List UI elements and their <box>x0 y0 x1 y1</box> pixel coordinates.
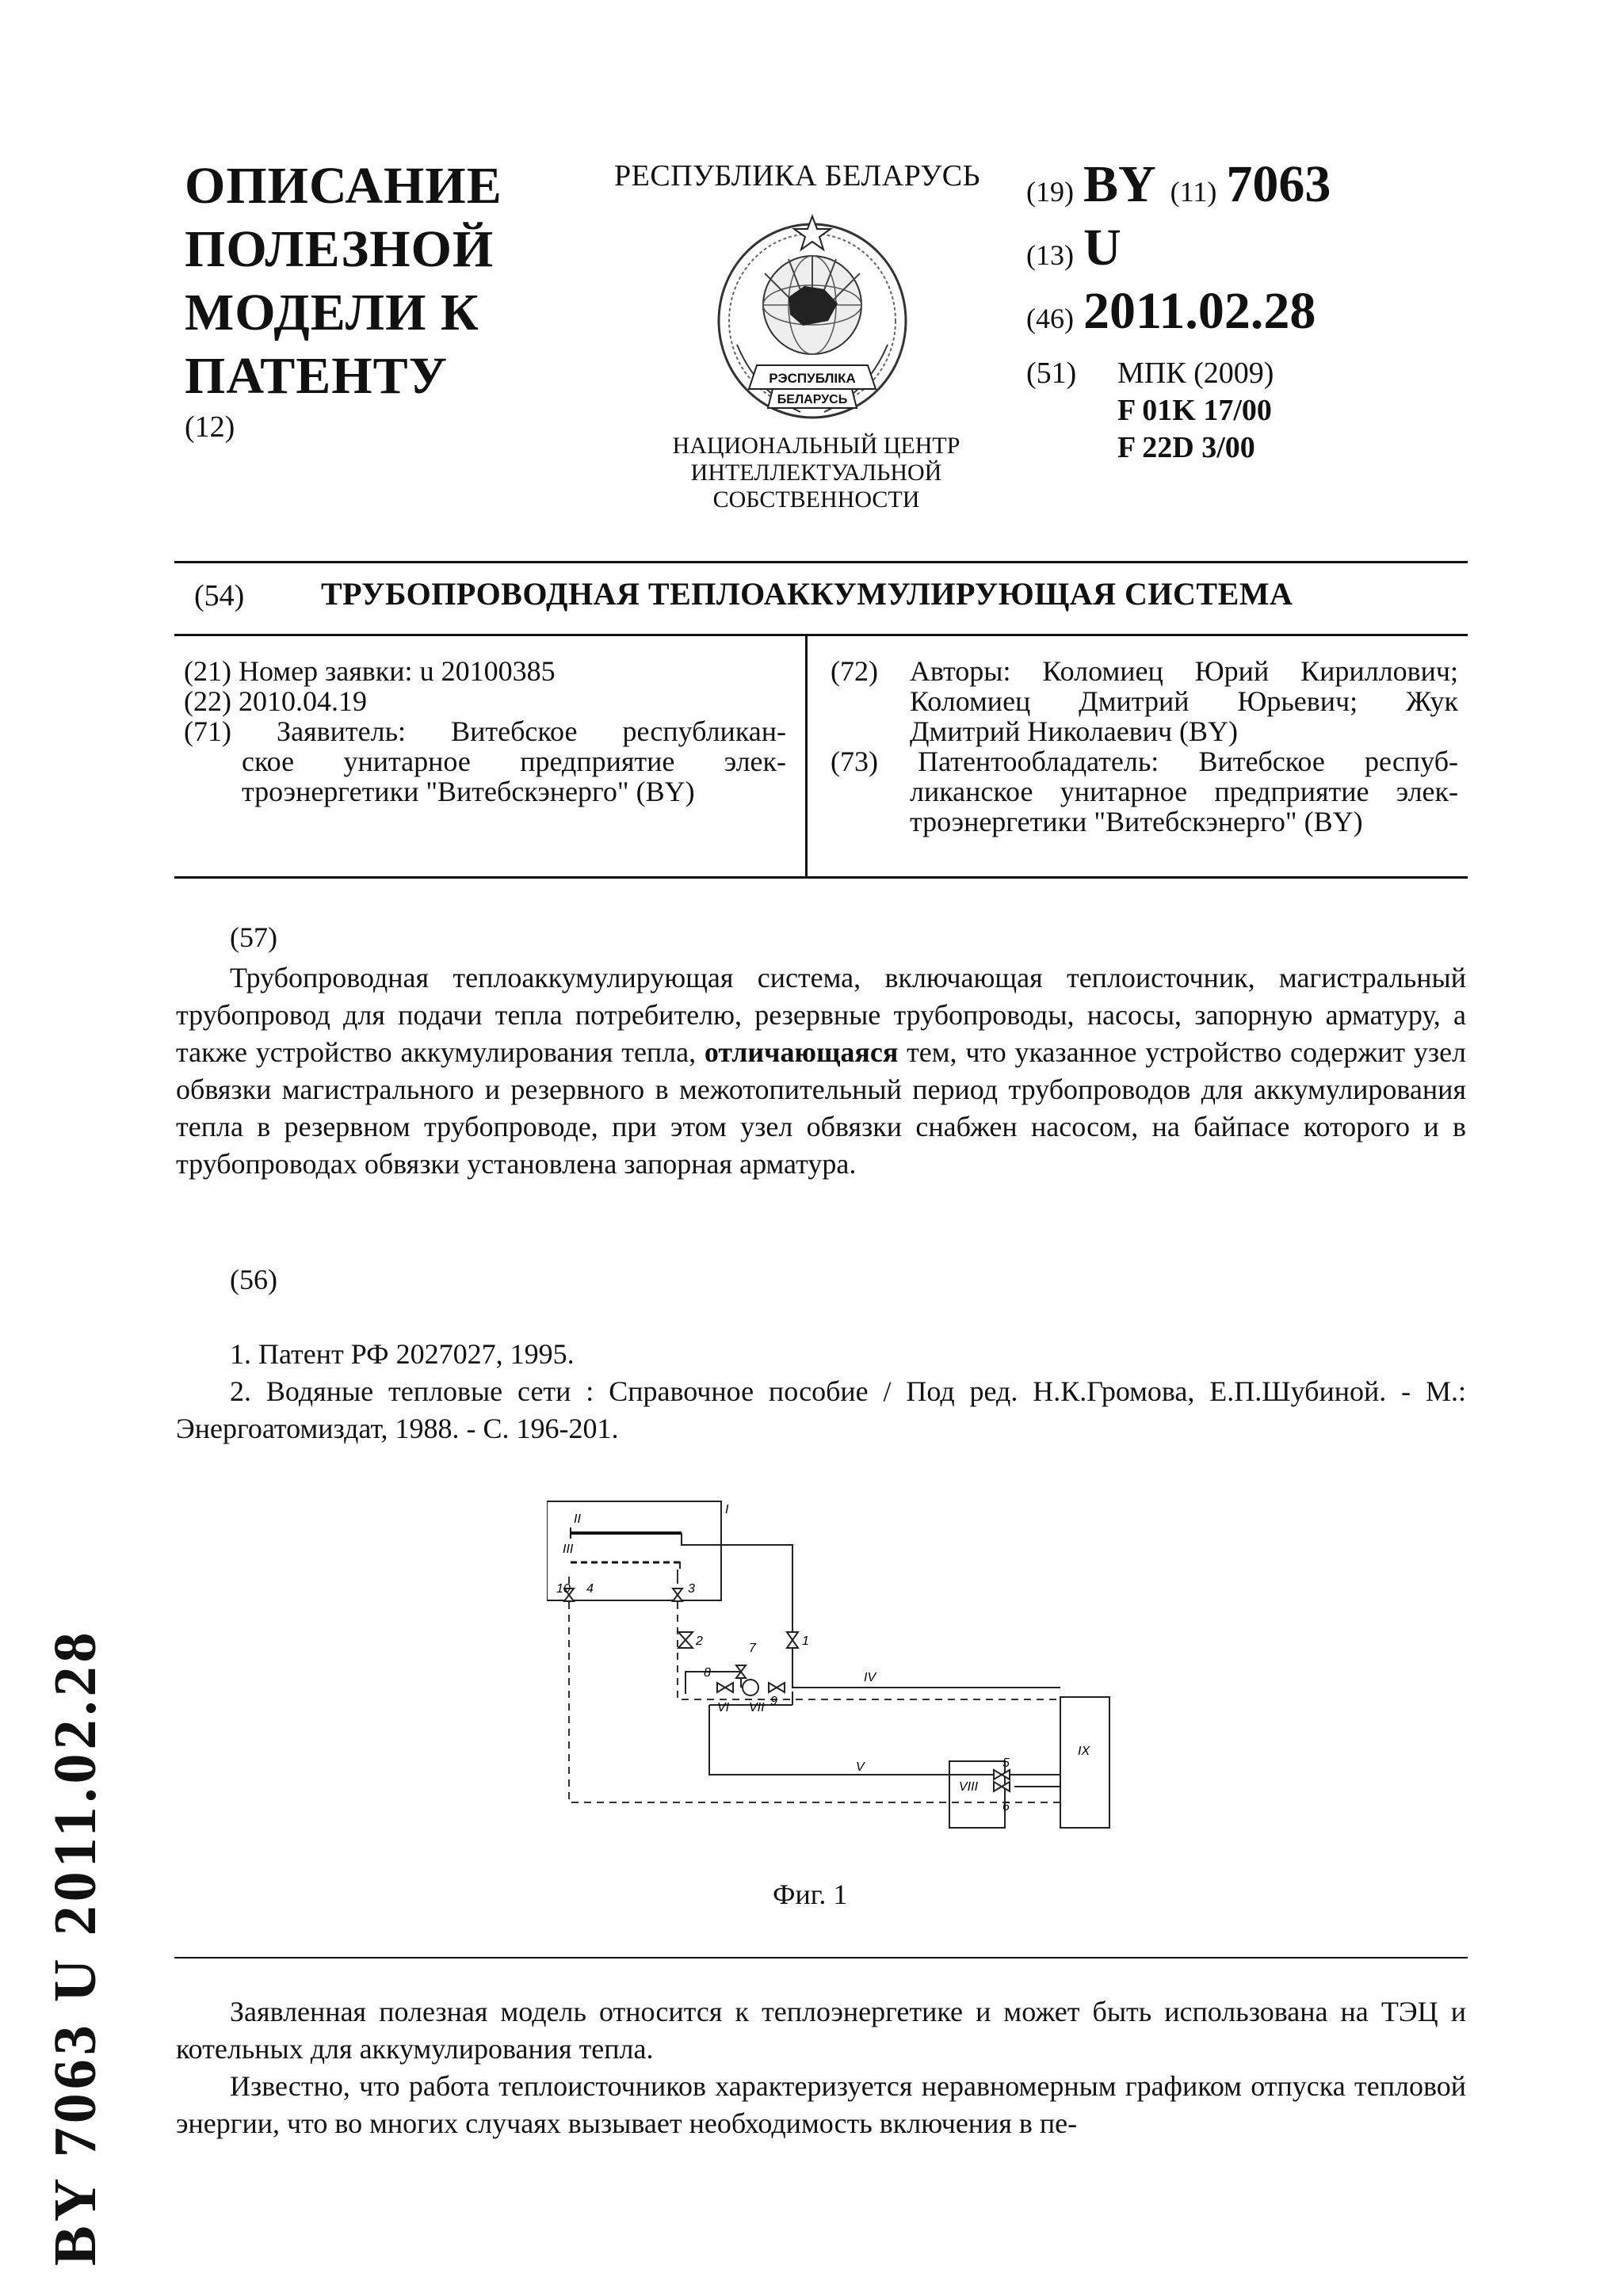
figure-label: 10 <box>556 1582 571 1596</box>
figure-label: 1 <box>802 1634 809 1648</box>
figure-label: 9 <box>770 1695 777 1708</box>
side-document-id: BY 7063 U 2011.02.28 <box>42 1628 109 2266</box>
classification-code: F 22D 3/00 <box>1117 431 1255 464</box>
figure-1 <box>547 1489 1117 1838</box>
code-row-kind <box>1026 218 1331 281</box>
patentee-line: (73) Патентообладатель: Витебское респуб- <box>831 746 1458 777</box>
figure-caption: Фиг. 1 <box>773 1878 848 1910</box>
figure-label: IX <box>1078 1745 1090 1758</box>
figure-label: VI <box>717 1701 730 1714</box>
abstract-text <box>176 959 1466 1183</box>
inid-code: (54) <box>194 579 245 612</box>
inid-code: (11) <box>1170 176 1217 208</box>
application-number: (21) Номер заявки: u 20100385 <box>184 655 556 687</box>
national-center-line: СОБСТВЕННОСТИ <box>712 486 920 513</box>
document-title-block <box>185 154 557 444</box>
filing-date: (22) 2010.04.19 <box>184 685 367 717</box>
figure-label: 3 <box>688 1582 695 1596</box>
classification-code: F 01K 17/00 <box>1117 394 1272 427</box>
patent-number: 7063 <box>1226 155 1331 213</box>
figure-label: I <box>725 1503 729 1516</box>
figure-label: 5 <box>1002 1756 1010 1770</box>
state-emblem-icon <box>709 210 915 424</box>
figure-label: 7 <box>749 1642 756 1655</box>
inid-code: (46) <box>1026 303 1074 334</box>
description-paragraph: Известно, что работа теплоисточников характеризуется неравномерным графиком отпуска тепловой энергии, что во многих случаях вызывает необходимость включения в пе- <box>176 2070 1466 2139</box>
classification-label: МПК (2009) <box>1117 357 1274 390</box>
kind-code: U <box>1083 219 1121 277</box>
patentee-line: ликанское унитарное предприятие элек- <box>910 776 1458 807</box>
divider <box>174 561 1468 563</box>
patentee-line: троэнергетики "Витебскэнерго" (BY) <box>910 806 1363 837</box>
document-kind-code: (12) <box>185 410 235 444</box>
inid-code: (51) <box>1026 357 1077 390</box>
figure-label: V <box>856 1760 865 1774</box>
national-center-label <box>642 433 991 513</box>
reference-item: 1. Патент РФ 2027027, 1995. <box>230 1338 575 1370</box>
inid-code: (56) <box>230 1264 277 1295</box>
figure-label: 8 <box>704 1666 711 1680</box>
abstract-part: Трубопроводная теплоаккумулирующая система, включающая теплоисточник, магистральный трубопровод для подачи тепла потребителю, резервные трубопроводы, насосы, запорную арматуру, а также устройство аккумулирования тепла, <box>176 962 1466 1068</box>
country-name: РЕСПУБЛИКА БЕЛАРУСЬ <box>614 159 980 193</box>
figure-label: VII <box>749 1701 765 1714</box>
abstract-part: тем, что указанное устройство содержит узел обвязки магистрального и резервного в межотопительный период трубопроводов для аккумулирования тепла в резервном трубопроводе, при этом узел обвязки снабжен насосом, на байпасе которого и в трубопроводах обвязки установлена запорная арматура. <box>176 1036 1467 1180</box>
divider <box>174 1957 1468 1958</box>
emblem-ribbon-text: БЕЛАРУСЬ <box>777 393 848 406</box>
inid-code: (13) <box>1026 239 1074 271</box>
document-title-line: МОДЕЛИ К <box>185 284 479 341</box>
document-title-line: ПОЛЕЗНОЙ <box>185 220 495 278</box>
authors-line: (72) Авторы: Коломиец Юрий Кириллович; <box>831 655 1458 687</box>
country-code: BY <box>1083 155 1156 213</box>
figure-label: VIII <box>959 1780 979 1794</box>
invention-title: ТРУБОПРОВОДНАЯ ТЕПЛОАККУМУЛИРУЮЩАЯ СИСТЕМА <box>321 576 1293 612</box>
biblio-right <box>831 656 1458 837</box>
biblio-left <box>184 656 786 807</box>
figure-label: II <box>574 1512 581 1526</box>
applicant-line: (71) Заявитель: Витебское республикан- <box>184 715 786 747</box>
document-title-line: ОПИСАНИЕ <box>185 157 502 215</box>
emblem-ribbon-text: РЭСПУБЛІКА <box>769 371 856 386</box>
description-paragraph: Заявленная полезная модель относится к теплоэнергетике и может быть использована на ТЭЦ и котельных для аккумулирования тепла. <box>176 1996 1466 2065</box>
divider <box>174 876 1468 879</box>
abstract-key-term: отличающаяся <box>704 1036 899 1068</box>
authors-line: Коломиец Дмитрий Юрьевич; Жук <box>910 685 1458 717</box>
description-text <box>176 1993 1466 2142</box>
code-row-date <box>1026 281 1331 345</box>
figure-label: 2 <box>696 1634 703 1648</box>
code-row-number <box>1026 154 1331 218</box>
figure-label: 4 <box>586 1582 594 1596</box>
figure-label: 6 <box>1002 1800 1010 1814</box>
bibliographic-codes <box>1026 154 1331 345</box>
document-title-line: ПАТЕНТУ <box>185 347 449 405</box>
classification-values <box>1117 355 1274 467</box>
divider <box>174 634 1468 636</box>
national-center-line: НАЦИОНАЛЬНЫЙ ЦЕНТР <box>672 433 960 459</box>
reference-item: 2. Водяные тепловые сети : Справочное пособие / Под ред. Н.К.Громова, Е.П.Шубиной. - М.: Энергоатомиздат, 1988. - С. 196-201. <box>176 1375 1466 1444</box>
applicant-line: ское унитарное предприятие элек- <box>242 746 786 777</box>
figure-label: III <box>563 1543 574 1556</box>
inid-code: (19) <box>1026 176 1074 208</box>
national-center-line: ИНТЕЛЛЕКТУАЛЬНОЙ <box>690 460 942 486</box>
state-emblem <box>709 210 915 424</box>
applicant-line: троэнергетики "Витебскэнерго" (BY) <box>242 776 695 807</box>
inid-code: (57) <box>230 921 277 953</box>
references-list <box>176 1336 1466 1447</box>
publication-date: 2011.02.28 <box>1083 282 1316 340</box>
column-divider <box>805 634 808 878</box>
figure-label: IV <box>864 1671 876 1684</box>
pipeline-schematic <box>547 1489 1117 1838</box>
authors-line: Дмитрий Николаевич (BY) <box>910 715 1239 747</box>
